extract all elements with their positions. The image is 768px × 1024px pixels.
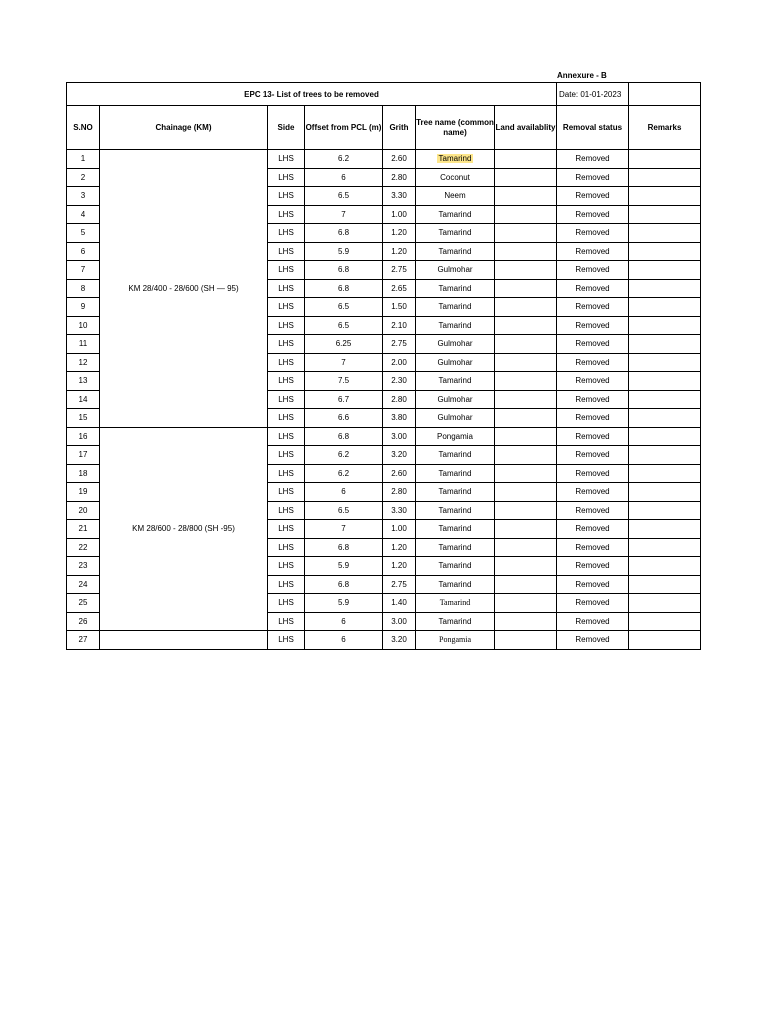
cell-removal-status: Removed (557, 298, 629, 317)
cell-remarks (629, 390, 701, 409)
cell-remarks (629, 298, 701, 317)
cell-offset: 6.2 (305, 464, 383, 483)
cell-chainage: KM 28/400 - 28/600 (SH — 95) (100, 150, 268, 428)
cell-side: LHS (268, 631, 305, 650)
cell-tree-name: Gulmohar (416, 353, 495, 372)
cell-grith: 1.40 (383, 594, 416, 613)
cell-offset: 6.8 (305, 427, 383, 446)
cell-offset: 6.5 (305, 187, 383, 206)
header-removal-status: Removal status (557, 106, 629, 150)
cell-grith: 3.20 (383, 446, 416, 465)
cell-remarks (629, 242, 701, 261)
highlighted-tree-name: Tamarind (438, 154, 472, 164)
cell-land-availability (495, 575, 557, 594)
cell-tree-name: Gulmohar (416, 409, 495, 428)
cell-grith: 3.80 (383, 409, 416, 428)
cell-removal-status: Removed (557, 446, 629, 465)
cell-remarks (629, 538, 701, 557)
cell-tree-name: Tamarind (416, 205, 495, 224)
header-side: Side (268, 106, 305, 150)
cell-side: LHS (268, 279, 305, 298)
cell-tree-name: Gulmohar (416, 390, 495, 409)
cell-side: LHS (268, 150, 305, 169)
cell-tree-name: Pongamia (416, 631, 495, 650)
cell-side: LHS (268, 538, 305, 557)
cell-land-availability (495, 168, 557, 187)
cell-sno: 21 (67, 520, 100, 539)
cell-remarks (629, 483, 701, 502)
cell-remarks (629, 575, 701, 594)
cell-land-availability (495, 150, 557, 169)
cell-tree-name: Tamarind (416, 224, 495, 243)
cell-offset: 6.7 (305, 390, 383, 409)
table-row (67, 427, 701, 446)
cell-sno: 8 (67, 279, 100, 298)
cell-removal-status: Removed (557, 631, 629, 650)
cell-tree-name: Tamarind (416, 612, 495, 631)
cell-sno: 23 (67, 557, 100, 576)
cell-remarks (629, 427, 701, 446)
cell-removal-status: Removed (557, 372, 629, 391)
cell-sno: 15 (67, 409, 100, 428)
cell-offset: 7.5 (305, 372, 383, 391)
cell-offset: 7 (305, 520, 383, 539)
cell-removal-status: Removed (557, 150, 629, 169)
cell-land-availability (495, 205, 557, 224)
cell-remarks (629, 150, 701, 169)
cell-offset: 6 (305, 612, 383, 631)
cell-grith: 2.80 (383, 390, 416, 409)
cell-sno: 20 (67, 501, 100, 520)
cell-grith: 2.75 (383, 261, 416, 280)
cell-land-availability (495, 612, 557, 631)
cell-land-availability (495, 520, 557, 539)
cell-tree-name: Tamarind (416, 279, 495, 298)
cell-land-availability (495, 242, 557, 261)
cell-land-availability (495, 501, 557, 520)
cell-tree-name: Tamarind (416, 501, 495, 520)
cell-removal-status: Removed (557, 168, 629, 187)
cell-sno: 1 (67, 150, 100, 169)
cell-remarks (629, 187, 701, 206)
cell-sno: 27 (67, 631, 100, 650)
cell-removal-status: Removed (557, 538, 629, 557)
cell-side: LHS (268, 242, 305, 261)
cell-remarks (629, 557, 701, 576)
cell-removal-status: Removed (557, 464, 629, 483)
annexure-label: Annexure - B (557, 71, 607, 80)
cell-sno: 6 (67, 242, 100, 261)
cell-land-availability (495, 353, 557, 372)
header-remarks: Remarks (629, 106, 701, 150)
cell-remarks (629, 168, 701, 187)
cell-sno: 10 (67, 316, 100, 335)
title-blank-cell (629, 83, 701, 106)
cell-grith: 1.20 (383, 538, 416, 557)
header-offset: Offset from PCL (m) (305, 106, 383, 150)
cell-removal-status: Removed (557, 612, 629, 631)
cell-land-availability (495, 594, 557, 613)
cell-sno: 5 (67, 224, 100, 243)
cell-sno: 12 (67, 353, 100, 372)
cell-sno: 17 (67, 446, 100, 465)
cell-side: LHS (268, 353, 305, 372)
cell-land-availability (495, 446, 557, 465)
header-tree-name: Tree name (common name) (416, 106, 495, 150)
cell-side: LHS (268, 612, 305, 631)
cell-offset: 5.9 (305, 594, 383, 613)
cell-sno: 18 (67, 464, 100, 483)
cell-tree-name: Tamarind (416, 575, 495, 594)
cell-chainage: KM 28/600 - 28/800 (SH -95) (100, 427, 268, 631)
cell-grith: 3.20 (383, 631, 416, 650)
cell-offset: 6.25 (305, 335, 383, 354)
cell-offset: 6.5 (305, 501, 383, 520)
cell-side: LHS (268, 168, 305, 187)
cell-grith: 2.60 (383, 150, 416, 169)
cell-land-availability (495, 279, 557, 298)
cell-side: LHS (268, 372, 305, 391)
cell-grith: 3.00 (383, 612, 416, 631)
table-row (67, 150, 701, 169)
cell-removal-status: Removed (557, 557, 629, 576)
cell-side: LHS (268, 390, 305, 409)
cell-grith: 2.65 (383, 279, 416, 298)
cell-land-availability (495, 390, 557, 409)
cell-removal-status: Removed (557, 316, 629, 335)
cell-grith: 2.75 (383, 575, 416, 594)
cell-offset: 6.8 (305, 261, 383, 280)
cell-land-availability (495, 298, 557, 317)
cell-removal-status: Removed (557, 575, 629, 594)
cell-remarks (629, 446, 701, 465)
cell-land-availability (495, 409, 557, 428)
cell-tree-name: Coconut (416, 168, 495, 187)
cell-land-availability (495, 464, 557, 483)
cell-side: LHS (268, 446, 305, 465)
cell-land-availability (495, 187, 557, 206)
cell-tree-name: Tamarind (416, 483, 495, 502)
cell-removal-status: Removed (557, 390, 629, 409)
cell-grith: 2.10 (383, 316, 416, 335)
cell-offset: 6.8 (305, 575, 383, 594)
cell-side: LHS (268, 316, 305, 335)
cell-removal-status: Removed (557, 520, 629, 539)
cell-offset: 5.9 (305, 242, 383, 261)
cell-grith: 3.30 (383, 501, 416, 520)
cell-remarks (629, 464, 701, 483)
cell-sno: 22 (67, 538, 100, 557)
cell-grith: 2.75 (383, 335, 416, 354)
title-row (67, 83, 701, 106)
cell-sno: 7 (67, 261, 100, 280)
trees-table (66, 82, 701, 650)
cell-removal-status: Removed (557, 205, 629, 224)
cell-remarks (629, 279, 701, 298)
cell-remarks (629, 631, 701, 650)
cell-side: LHS (268, 575, 305, 594)
cell-offset: 6 (305, 631, 383, 650)
cell-tree-name: Tamarind (416, 520, 495, 539)
cell-tree-name (416, 150, 495, 169)
cell-tree-name: Gulmohar (416, 261, 495, 280)
cell-remarks (629, 520, 701, 539)
cell-removal-status: Removed (557, 353, 629, 372)
cell-removal-status: Removed (557, 427, 629, 446)
table-row (67, 631, 701, 650)
sheet-title: EPC 13- List of trees to be removed (67, 83, 557, 106)
cell-offset: 6.2 (305, 446, 383, 465)
cell-land-availability (495, 557, 557, 576)
cell-grith: 1.50 (383, 298, 416, 317)
cell-sno: 26 (67, 612, 100, 631)
sheet-date: Date: 01-01-2023 (557, 83, 629, 106)
cell-remarks (629, 205, 701, 224)
cell-sno: 2 (67, 168, 100, 187)
cell-chainage (100, 631, 268, 650)
cell-removal-status: Removed (557, 594, 629, 613)
cell-tree-name: Gulmohar (416, 335, 495, 354)
cell-removal-status: Removed (557, 261, 629, 280)
cell-removal-status: Removed (557, 187, 629, 206)
cell-offset: 6.5 (305, 316, 383, 335)
cell-remarks (629, 612, 701, 631)
cell-offset: 6.8 (305, 538, 383, 557)
cell-tree-name: Tamarind (416, 538, 495, 557)
cell-land-availability (495, 335, 557, 354)
cell-side: LHS (268, 224, 305, 243)
cell-side: LHS (268, 427, 305, 446)
cell-removal-status: Removed (557, 279, 629, 298)
cell-side: LHS (268, 409, 305, 428)
cell-remarks (629, 409, 701, 428)
cell-sno: 13 (67, 372, 100, 391)
cell-tree-name: Tamarind (416, 316, 495, 335)
cell-offset: 6.6 (305, 409, 383, 428)
cell-side: LHS (268, 520, 305, 539)
cell-tree-name: Tamarind (416, 446, 495, 465)
cell-offset: 6.2 (305, 150, 383, 169)
cell-offset: 6 (305, 483, 383, 502)
cell-grith: 3.30 (383, 187, 416, 206)
cell-remarks (629, 353, 701, 372)
cell-offset: 7 (305, 353, 383, 372)
cell-land-availability (495, 261, 557, 280)
cell-grith: 2.60 (383, 464, 416, 483)
cell-side: LHS (268, 261, 305, 280)
cell-remarks (629, 316, 701, 335)
cell-land-availability (495, 631, 557, 650)
cell-removal-status: Removed (557, 409, 629, 428)
header-land-availability: Land availablity (495, 106, 557, 150)
header-sno: S.NO (67, 106, 100, 150)
cell-side: LHS (268, 205, 305, 224)
cell-sno: 11 (67, 335, 100, 354)
cell-sno: 25 (67, 594, 100, 613)
cell-remarks (629, 372, 701, 391)
cell-tree-name: Tamarind (416, 464, 495, 483)
header-grith: Grith (383, 106, 416, 150)
cell-land-availability (495, 316, 557, 335)
cell-side: LHS (268, 187, 305, 206)
cell-removal-status: Removed (557, 242, 629, 261)
cell-remarks (629, 261, 701, 280)
cell-sno: 19 (67, 483, 100, 502)
cell-side: LHS (268, 557, 305, 576)
cell-tree-name: Tamarind (416, 594, 495, 613)
cell-offset: 5.9 (305, 557, 383, 576)
cell-land-availability (495, 372, 557, 391)
cell-remarks (629, 501, 701, 520)
cell-sno: 4 (67, 205, 100, 224)
cell-tree-name: Tamarind (416, 242, 495, 261)
cell-offset: 6.8 (305, 279, 383, 298)
cell-removal-status: Removed (557, 335, 629, 354)
cell-tree-name: Neem (416, 187, 495, 206)
cell-sno: 9 (67, 298, 100, 317)
cell-side: LHS (268, 594, 305, 613)
cell-grith: 3.00 (383, 427, 416, 446)
cell-grith: 2.30 (383, 372, 416, 391)
cell-tree-name: Tamarind (416, 557, 495, 576)
cell-sno: 16 (67, 427, 100, 446)
cell-offset: 7 (305, 205, 383, 224)
cell-land-availability (495, 427, 557, 446)
cell-side: LHS (268, 483, 305, 502)
cell-side: LHS (268, 335, 305, 354)
cell-sno: 24 (67, 575, 100, 594)
cell-side: LHS (268, 298, 305, 317)
cell-tree-name: Pongamia (416, 427, 495, 446)
cell-grith: 1.00 (383, 205, 416, 224)
cell-offset: 6.5 (305, 298, 383, 317)
cell-grith: 1.20 (383, 242, 416, 261)
cell-tree-name: Tamarind (416, 372, 495, 391)
cell-grith: 1.20 (383, 224, 416, 243)
cell-tree-name: Tamarind (416, 298, 495, 317)
cell-remarks (629, 594, 701, 613)
cell-offset: 6 (305, 168, 383, 187)
cell-removal-status: Removed (557, 483, 629, 502)
cell-sno: 3 (67, 187, 100, 206)
cell-remarks (629, 335, 701, 354)
header-chainage: Chainage (KM) (100, 106, 268, 150)
cell-grith: 2.80 (383, 483, 416, 502)
cell-land-availability (495, 483, 557, 502)
cell-removal-status: Removed (557, 224, 629, 243)
cell-removal-status: Removed (557, 501, 629, 520)
cell-grith: 2.00 (383, 353, 416, 372)
cell-grith: 1.00 (383, 520, 416, 539)
cell-remarks (629, 224, 701, 243)
cell-side: LHS (268, 464, 305, 483)
cell-land-availability (495, 538, 557, 557)
cell-grith: 1.20 (383, 557, 416, 576)
cell-sno: 14 (67, 390, 100, 409)
cell-offset: 6.8 (305, 224, 383, 243)
header-row (67, 106, 701, 150)
cell-side: LHS (268, 501, 305, 520)
cell-grith: 2.80 (383, 168, 416, 187)
cell-land-availability (495, 224, 557, 243)
